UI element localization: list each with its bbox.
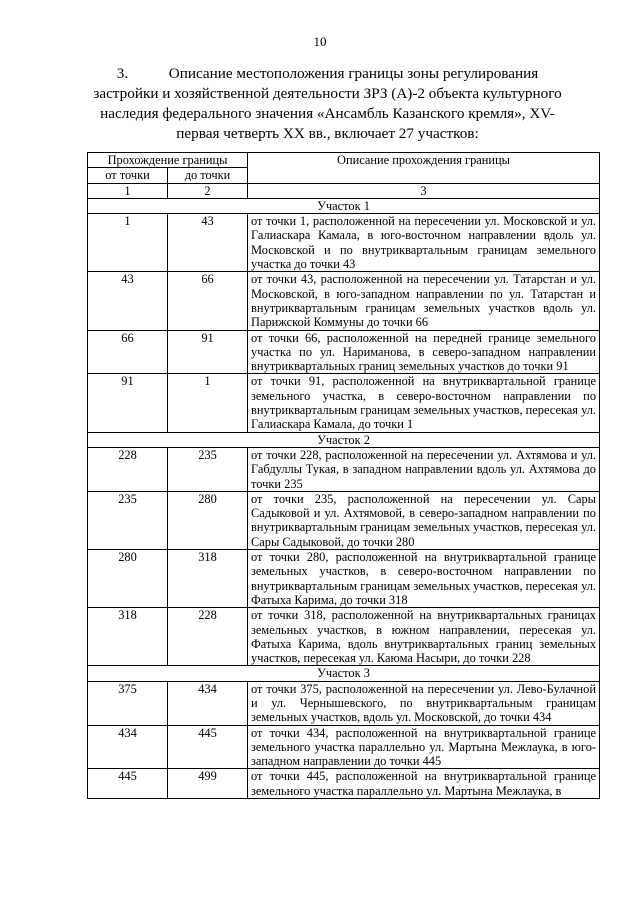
from-point-cell: 235: [88, 491, 168, 549]
table-row: [88, 769, 600, 799]
description-cell: от точки 1, расположенной на пересечении ул. Московской и ул. Галиаскара Камала, в юго-восточном направлении вдоль ул. Московской и по внутриквартальным границам земельного участка до точки 43: [248, 214, 600, 272]
to-point-cell: 318: [168, 550, 248, 608]
table-row: [88, 447, 600, 491]
from-point-cell: 375: [88, 681, 168, 725]
header-route: Прохождение границы: [88, 153, 248, 168]
description-cell: от точки 280, расположенной на внутриквартальной границе земельных участков, в северо-восточном направлении по внутриквартальным границам земельных участков, пересекая ул. Фатыха Карима, до точки 318: [248, 550, 600, 608]
table-row: [88, 608, 600, 666]
to-point-cell: 235: [168, 447, 248, 491]
description-cell: от точки 91, расположенной на внутриквартальной границе земельного участка, в северо-восточном направлении по внутриквартальным границам земельных участков, пересекая ул. Галиаскара Камала, до точки 1: [248, 374, 600, 432]
from-point-cell: 280: [88, 550, 168, 608]
from-point-cell: 445: [88, 769, 168, 799]
to-point-cell: 434: [168, 681, 248, 725]
column-number-1: 1: [88, 183, 168, 198]
section-row: [88, 198, 600, 213]
section-heading: [85, 64, 570, 144]
description-cell: от точки 434, расположенной на внутриквартальной границе земельного участка параллельно ул. Мартына Межлаука, в юго-западном направлении до точки 445: [248, 725, 600, 769]
section-number: 3.: [116, 65, 129, 82]
table-row: [88, 374, 600, 432]
header-from-point: от точки: [88, 168, 168, 183]
table-row: [88, 330, 600, 374]
from-point-cell: 1: [88, 214, 168, 272]
table-row: [88, 681, 600, 725]
description-cell: от точки 445, расположенной на внутриквартальной границе земельного участка параллельно ул. Мартына Межлаука, в: [248, 769, 600, 799]
section-title: Участок 3: [88, 666, 600, 681]
table-row: [88, 214, 600, 272]
column-number-3: 3: [248, 183, 600, 198]
header-to-point: до точки: [168, 168, 248, 183]
table-row: [88, 725, 600, 769]
to-point-cell: 66: [168, 272, 248, 330]
to-point-cell: 445: [168, 725, 248, 769]
section-row: [88, 432, 600, 447]
page-number: 10: [313, 34, 327, 49]
section-row: [88, 666, 600, 681]
section-heading-text: Описание местоположения границы зоны регулирования застройки и хозяйственной деятельности ЗРЗ (А)-2 объекта культурного наследия федерального значения «Ансамбль Казанского кремля», XV-первая четверть XX вв., включает 27 участков:: [93, 65, 562, 142]
from-point-cell: 91: [88, 374, 168, 432]
table-row: [88, 491, 600, 549]
to-point-cell: 499: [168, 769, 248, 799]
description-cell: от точки 235, расположенной на пересечении ул. Сары Садыковой и ул. Ахтямовой, в северо-западном направлении по внутриквартальным границам земельных участков, пересекая ул. Сары Садыковой, до точки 280: [248, 491, 600, 549]
to-point-cell: 43: [168, 214, 248, 272]
table-row: [88, 550, 600, 608]
table-row: [88, 272, 600, 330]
from-point-cell: 318: [88, 608, 168, 666]
from-point-cell: 434: [88, 725, 168, 769]
header-description: Описание прохождения границы: [248, 153, 600, 184]
section-title: Участок 1: [88, 198, 600, 213]
from-point-cell: 228: [88, 447, 168, 491]
description-cell: от точки 66, расположенной на передней границе земельного участка по ул. Нариманова, в северо-западном направлении внутриквартальных границ земельных участков до точки 91: [248, 330, 600, 374]
boundary-table: [87, 152, 600, 799]
description-cell: от точки 375, расположенной на пересечении ул. Лево-Булачной и ул. Чернышевского, по внутриквартальным границам земельных участков, вдоль ул. Московской, до точки 434: [248, 681, 600, 725]
column-number-2: 2: [168, 183, 248, 198]
from-point-cell: 66: [88, 330, 168, 374]
description-cell: от точки 228, расположенной на пересечении ул. Ахтямова и ул. Габдуллы Тукая, в западном направлении вдоль ул. Ахтямова до точки 235: [248, 447, 600, 491]
section-title: Участок 2: [88, 432, 600, 447]
to-point-cell: 91: [168, 330, 248, 374]
from-point-cell: 43: [88, 272, 168, 330]
to-point-cell: 1: [168, 374, 248, 432]
description-cell: от точки 318, расположенной на внутриквартальных границах земельных участков, в южном направлении, пересекая ул. Фатыха Карима, вдоль внутриквартальных границ земельных участков, пересекая ул. Каюма Насыри, до точки 228: [248, 608, 600, 666]
table-body: [88, 198, 600, 798]
to-point-cell: 228: [168, 608, 248, 666]
description-cell: от точки 43, расположенной на пересечении ул. Татарстан и ул. Московской, в юго-западном направлении по ул. Татарстан и внутриквартальным границам земельных участков вдоль ул. Парижской Коммуны до точки 66: [248, 272, 600, 330]
to-point-cell: 280: [168, 491, 248, 549]
